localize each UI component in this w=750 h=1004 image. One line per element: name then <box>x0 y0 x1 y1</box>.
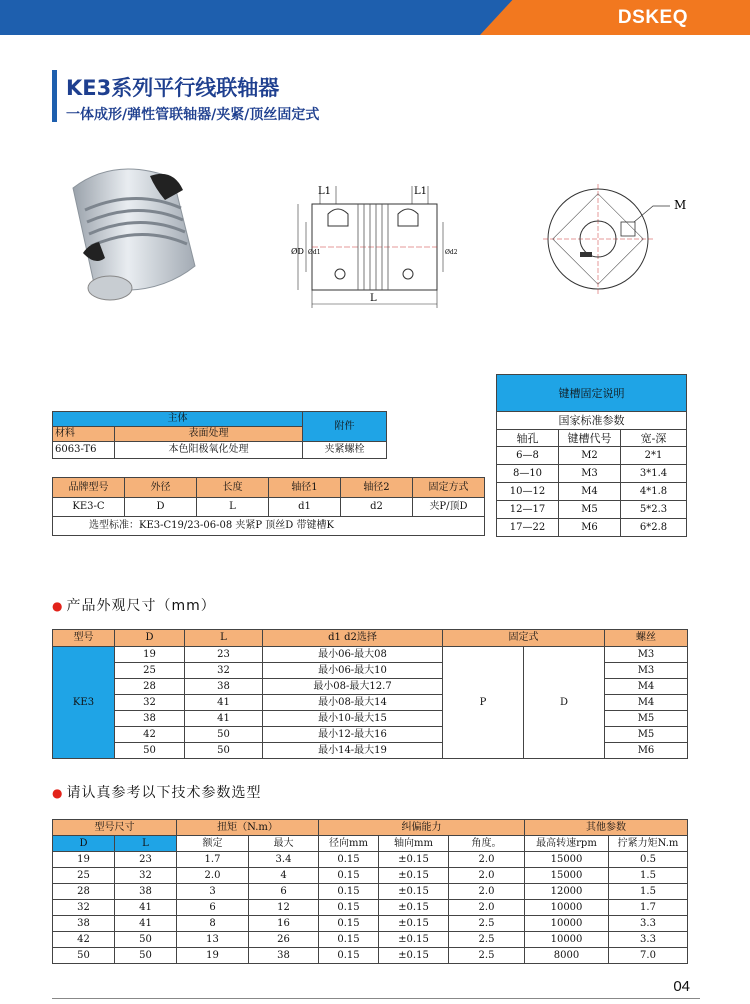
tech-subheader: 径向mm <box>319 836 379 852</box>
tech-row <box>53 916 688 932</box>
dims-cell: 23 <box>185 647 263 663</box>
label-m: M <box>674 198 687 212</box>
keyway-cell: M5 <box>559 501 621 519</box>
keyway-row <box>497 519 687 537</box>
model-cell: 夹P/顶D <box>413 498 485 517</box>
section-title-text: 请认真参考以下技术参数选型 <box>66 785 262 801</box>
header-accessory: 附件 <box>303 412 387 442</box>
footer-divider <box>52 998 700 999</box>
tech-cell: 6 <box>249 884 319 900</box>
dims-cell: 50 <box>185 727 263 743</box>
tech-cell: 32 <box>53 900 115 916</box>
dims-cell: 32 <box>115 695 185 711</box>
page-number: 04 <box>673 978 690 995</box>
tech-cell: 3 <box>177 884 249 900</box>
tech-cell: 15000 <box>525 868 609 884</box>
tech-cell: 38 <box>115 884 177 900</box>
dims-header: D <box>115 630 185 647</box>
dims-fix-d: D <box>524 647 605 759</box>
tech-cell: 38 <box>249 948 319 964</box>
tech-cell: 2.0 <box>449 900 525 916</box>
tech-cell: 2.0 <box>449 852 525 868</box>
dims-cell: M3 <box>605 663 688 679</box>
tech-cell: 15000 <box>525 852 609 868</box>
tech-cell: 0.15 <box>319 932 379 948</box>
keyway-cell: 5*2.3 <box>621 501 687 519</box>
brand-logo: DSKEQ <box>617 7 688 28</box>
tech-cell: 1.5 <box>609 884 688 900</box>
model-header: 外径 <box>125 478 197 498</box>
dims-cell: M6 <box>605 743 688 759</box>
keyway-row <box>497 483 687 501</box>
tech-cell: 12000 <box>525 884 609 900</box>
tech-cell: 10000 <box>525 916 609 932</box>
tech-cell: ±0.15 <box>379 852 449 868</box>
surface-value: 本色阳极氧化处理 <box>115 442 303 459</box>
tech-cell: 28 <box>53 884 115 900</box>
model-header: 轴径1 <box>269 478 341 498</box>
bullet-icon: ● <box>52 599 64 613</box>
tech-cell: 2.0 <box>177 868 249 884</box>
tech-cell: 3.3 <box>609 932 688 948</box>
tech-cell: ±0.15 <box>379 884 449 900</box>
tech-cell: 1.7 <box>177 852 249 868</box>
tech-cell: 1.7 <box>609 900 688 916</box>
keyway-cell: 4*1.8 <box>621 483 687 501</box>
dims-cell: 38 <box>185 679 263 695</box>
dims-header: L <box>185 630 263 647</box>
model-table <box>52 477 485 536</box>
dims-cell: 最小14-最大19 <box>263 743 443 759</box>
keyway-subtitle: 国家标准参数 <box>497 412 687 430</box>
tech-cell: 0.15 <box>319 868 379 884</box>
tech-header: 其他参数 <box>525 820 688 836</box>
tech-cell: 12 <box>249 900 319 916</box>
header-main: 主体 <box>53 412 303 427</box>
tech-cell: ±0.15 <box>379 932 449 948</box>
tech-row <box>53 948 688 964</box>
keyway-row <box>497 465 687 483</box>
model-cell: L <box>197 498 269 517</box>
keyway-header: 轴孔 <box>497 430 559 447</box>
dims-cell: 50 <box>185 743 263 759</box>
end-view-drawing <box>538 182 708 297</box>
brand-banner <box>480 0 750 35</box>
dims-fix-p: P <box>443 647 524 759</box>
keyway-cell: 8—10 <box>497 465 559 483</box>
tech-cell: 2.5 <box>449 916 525 932</box>
dims-cell: M5 <box>605 727 688 743</box>
tech-cell: 7.0 <box>609 948 688 964</box>
tech-cell: 0.15 <box>319 884 379 900</box>
model-selection-note: 选型标准：KE3-C19/23-06-08 夹紧P 顶丝D 带键槽K <box>53 517 485 536</box>
tech-cell: 2.5 <box>449 948 525 964</box>
dims-cell: 41 <box>185 695 263 711</box>
section-title-text: 产品外观尺寸（mm） <box>66 598 216 614</box>
tech-cell: 32 <box>115 868 177 884</box>
tech-row <box>53 884 688 900</box>
model-cell: KE3-C <box>53 498 125 517</box>
tech-cell: 26 <box>249 932 319 948</box>
keyway-title: 键槽固定说明 <box>497 375 687 412</box>
dims-cell: 50 <box>115 743 185 759</box>
dims-cell: 32 <box>185 663 263 679</box>
keyway-cell: 10—12 <box>497 483 559 501</box>
keyway-row <box>497 501 687 519</box>
tech-cell: ±0.15 <box>379 868 449 884</box>
tech-cell: 3.4 <box>249 852 319 868</box>
tech-cell: 41 <box>115 916 177 932</box>
dims-header: 固定式 <box>443 630 605 647</box>
tech-cell: 42 <box>53 932 115 948</box>
dims-cell: 38 <box>115 711 185 727</box>
keyway-header: 宽-深 <box>621 430 687 447</box>
keyway-header: 键槽代号 <box>559 430 621 447</box>
keyway-cell: 12—17 <box>497 501 559 519</box>
keyway-cell: M3 <box>559 465 621 483</box>
dims-cell: M4 <box>605 695 688 711</box>
tech-cell: 1.5 <box>609 868 688 884</box>
tech-header: 型号尺寸 <box>53 820 177 836</box>
tech-header: 扭矩（N.m） <box>177 820 319 836</box>
keyway-table <box>496 374 687 537</box>
tech-cell: 41 <box>115 900 177 916</box>
tech-cell: 16 <box>249 916 319 932</box>
dims-cell: 最小08-最大14 <box>263 695 443 711</box>
side-view-drawing <box>288 182 458 312</box>
tech-cell: 8000 <box>525 948 609 964</box>
dims-cell: 最小08-最大12.7 <box>263 679 443 695</box>
tech-cell: 0.15 <box>319 916 379 932</box>
tech-header: 纠偏能力 <box>319 820 525 836</box>
tech-subheader: 拧紧力矩N.m <box>609 836 688 852</box>
model-cell: d1 <box>269 498 341 517</box>
tech-cell: ±0.15 <box>379 916 449 932</box>
tech-cell: 3.3 <box>609 916 688 932</box>
dims-cell: M3 <box>605 647 688 663</box>
dims-cell: 25 <box>115 663 185 679</box>
accessory-value: 夹紧螺栓 <box>303 442 387 459</box>
tech-cell: 50 <box>53 948 115 964</box>
dimensions-table <box>52 629 688 759</box>
material-table <box>52 411 387 459</box>
tech-cell: 25 <box>53 868 115 884</box>
dims-cell: 最小12-最大16 <box>263 727 443 743</box>
tech-cell: 2.5 <box>449 932 525 948</box>
tech-cell: 6 <box>177 900 249 916</box>
tech-cell: 10000 <box>525 932 609 948</box>
tech-subheader: 额定 <box>177 836 249 852</box>
dims-cell: 41 <box>185 711 263 727</box>
tech-cell: 23 <box>115 852 177 868</box>
label-l1-left: L1 <box>318 186 332 197</box>
tech-subheader: 角度。 <box>449 836 525 852</box>
top-banner <box>0 0 750 35</box>
model-cell: D <box>125 498 197 517</box>
label-d: ØD <box>291 247 304 256</box>
tech-row <box>53 852 688 868</box>
tech-subheader: 最大 <box>249 836 319 852</box>
title-accent-bar <box>52 70 57 122</box>
model-header: 长度 <box>197 478 269 498</box>
section-title-dimensions <box>52 595 216 615</box>
dims-cell: 42 <box>115 727 185 743</box>
tech-cell: 19 <box>177 948 249 964</box>
section-title-parameters <box>52 782 261 802</box>
header-surface: 表面处理 <box>115 427 303 442</box>
model-header: 品牌型号 <box>53 478 125 498</box>
keyway-cell: 6—8 <box>497 447 559 465</box>
label-l: L <box>370 293 377 304</box>
dims-cell: 最小10-最大15 <box>263 711 443 727</box>
dims-cell: 最小06-最大10 <box>263 663 443 679</box>
keyway-row <box>497 447 687 465</box>
tech-cell: 13 <box>177 932 249 948</box>
dims-cell: 19 <box>115 647 185 663</box>
model-cell: d2 <box>341 498 413 517</box>
tech-row <box>53 868 688 884</box>
tech-row <box>53 900 688 916</box>
keyway-cell: 6*2.8 <box>621 519 687 537</box>
label-d1: Ød1 <box>308 249 321 256</box>
bullet-icon: ● <box>52 786 64 800</box>
keyway-cell: 2*1 <box>621 447 687 465</box>
label-d2: Ød2 <box>445 249 458 256</box>
page-subtitle: 一体成形/弹性管联轴器/夹紧/顶丝固定式 <box>66 107 320 123</box>
header-material: 材料 <box>53 427 115 442</box>
model-header: 固定方式 <box>413 478 485 498</box>
dims-header: d1 d2选择 <box>263 630 443 647</box>
coupling-photo <box>55 148 205 318</box>
dims-header: 螺丝 <box>605 630 688 647</box>
dims-cell: M4 <box>605 679 688 695</box>
tech-cell: 4 <box>249 868 319 884</box>
tech-subheader: 轴向mm <box>379 836 449 852</box>
tech-cell: 10000 <box>525 900 609 916</box>
tech-row <box>53 932 688 948</box>
dims-cell: 最小06-最大08 <box>263 647 443 663</box>
tech-cell: 0.5 <box>609 852 688 868</box>
material-value: 6063-T6 <box>53 442 115 459</box>
keyway-cell: 17—22 <box>497 519 559 537</box>
dims-header: 型号 <box>53 630 115 647</box>
keyway-cell: M4 <box>559 483 621 501</box>
tech-cell: 0.15 <box>319 852 379 868</box>
dims-cell: 28 <box>115 679 185 695</box>
tech-cell: 2.0 <box>449 868 525 884</box>
tech-subheader: L <box>115 836 177 852</box>
label-l1-right: L1 <box>414 186 428 197</box>
tech-cell: 19 <box>53 852 115 868</box>
tech-cell: 2.0 <box>449 884 525 900</box>
tech-params-table <box>52 819 688 964</box>
tech-cell: ±0.15 <box>379 900 449 916</box>
tech-subheader: 最高转速rpm <box>525 836 609 852</box>
tech-cell: 50 <box>115 948 177 964</box>
dims-cell: M5 <box>605 711 688 727</box>
model-header: 轴径2 <box>341 478 413 498</box>
tech-cell: ±0.15 <box>379 948 449 964</box>
keyway-cell: M2 <box>559 447 621 465</box>
dims-model-cell: KE3 <box>53 647 115 759</box>
tech-cell: 8 <box>177 916 249 932</box>
keyway-cell: 3*1.4 <box>621 465 687 483</box>
tech-cell: 0.15 <box>319 900 379 916</box>
tech-cell: 0.15 <box>319 948 379 964</box>
page-title: KE3系列平行线联轴器 <box>66 76 280 100</box>
tech-cell: 50 <box>115 932 177 948</box>
tech-cell: 38 <box>53 916 115 932</box>
tech-subheader: D <box>53 836 115 852</box>
keyway-cell: M6 <box>559 519 621 537</box>
